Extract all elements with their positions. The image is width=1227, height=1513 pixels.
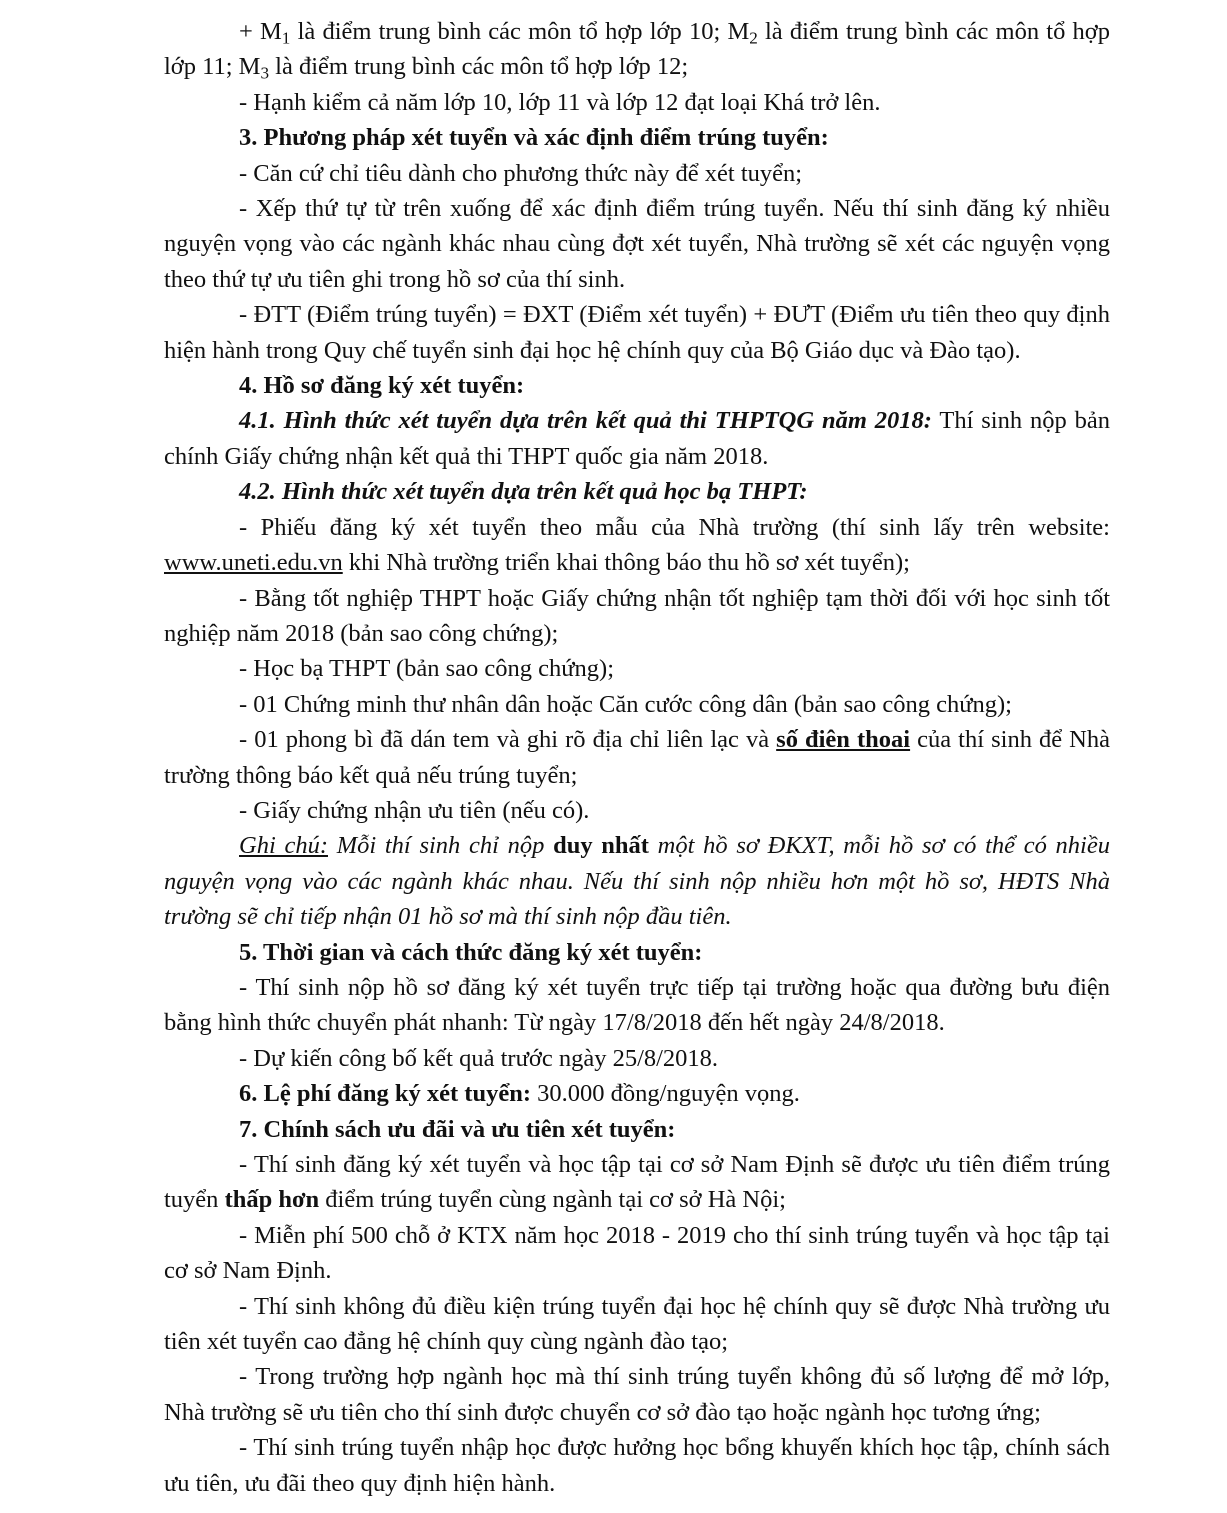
combination-average-paragraph	[164, 14, 1110, 85]
section-5-heading: 5. Thời gian và cách thức đăng ký xét tuyển:	[239, 938, 703, 966]
subsection-4-2-heading	[164, 474, 1110, 509]
subscript: 2	[749, 28, 758, 48]
document-item: - Học bạ THPT (bản sao công chứng);	[239, 655, 615, 683]
section-3-item: - ĐTT (Điểm trúng tuyển) = ĐXT (Điểm xét tuyển) + ĐƯT (Điểm ưu tiên theo quy định hiện hành trong Quy chế tuyển sinh đại học hệ chính quy của Bộ Giáo dục và Đào tạo).	[164, 301, 1110, 364]
section-6-paragraph	[164, 1076, 1110, 1111]
text-segment: + M	[239, 18, 282, 45]
text-segment: - 01 phong bì đã dán tem và ghi rõ địa chỉ liên lạc và	[239, 726, 777, 754]
note-label: Ghi chú:	[239, 832, 328, 860]
subsection-4-1-paragraph	[164, 403, 1110, 474]
text-segment: điểm trúng tuyển cùng ngành tại cơ sở Hà Nội;	[319, 1186, 786, 1214]
document-item	[164, 722, 1110, 793]
section-7-item: - Miễn phí 500 chỗ ở KTX năm học 2018 - 2019 cho thí sinh trúng tuyển và học tập tại cơ sở Nam Định.	[164, 1221, 1110, 1285]
emphasis: số điên thoai	[776, 726, 911, 754]
text-segment: khi Nhà trường triển khai thông báo thu hồ sơ xét tuyển);	[342, 549, 910, 577]
section-5-item: - Dự kiến công bố kết quả trước ngày 25/8/2018.	[239, 1044, 719, 1072]
document-item: - Bằng tốt nghiệp THPT hoặc Giấy chứng nhận tốt nghiệp tạm thời đối với học sinh tốt nghiệp năm 2018 (bản sao công chứng);	[164, 584, 1110, 647]
subsection-4-1-heading: 4.1. Hình thức xét tuyển dựa trên kết quả thi THPTQG năm 2018:	[239, 407, 932, 435]
text-segment: - Phiếu đăng ký xét tuyển theo mẫu của Nhà trường (thí sinh lấy trên website:	[239, 513, 1110, 541]
text-segment: một hồ sơ ĐKXT, mỗi hồ sơ có thể có nhiều nguyện vọng vào các ngành khác nhau. Nếu thí sinh nộp nhiều hơn một hồ sơ, HĐTS Nhà trường sẽ chỉ tiếp nhận 01 hồ sơ mà thí sinh nộp đầu tiên.	[164, 832, 1110, 931]
conduct-paragraph: - Hạnh kiểm cả năm lớp 10, lớp 11 và lớp 12 đạt loại Khá trở lên.	[239, 88, 881, 116]
note-paragraph	[164, 828, 1110, 934]
section-7-item: - Thí sinh không đủ điều kiện trúng tuyển đại học hệ chính quy sẽ được Nhà trường ưu tiên xét tuyển cao đẳng hệ chính quy cùng ngành đào tạo;	[164, 1292, 1110, 1356]
section-7-heading: 7. Chính sách ưu đãi và ưu tiên xét tuyển:	[239, 1115, 676, 1143]
document-item: - 01 Chứng minh thư nhân dân hoặc Căn cước công dân (bản sao công chứng);	[239, 690, 1012, 718]
text-segment: là điểm trung bình các môn tổ hợp lớp 10; M	[290, 18, 750, 45]
emphasis: duy nhất	[553, 832, 649, 860]
section-3-heading: 3. Phương pháp xét tuyển và xác định điểm trúng tuyển:	[239, 124, 829, 152]
text-segment: Mỗi thí sinh chỉ nộp	[328, 832, 554, 860]
document-page	[164, 14, 1110, 1501]
document-item: - Giấy chứng nhận ưu tiên (nếu có).	[239, 796, 590, 824]
text-segment: 30.000 đồng/nguyện vọng.	[531, 1080, 800, 1108]
text-segment: - Thí sinh đăng ký xét tuyển và học tập tại cơ sở Nam Định sẽ được ưu tiên điểm trúng tuyển	[164, 1151, 1110, 1214]
document-item	[164, 510, 1110, 581]
section-4-heading: 4. Hồ sơ đăng ký xét tuyển:	[239, 372, 525, 400]
section-3-item: - Xếp thứ tự từ trên xuống để xác định điểm trúng tuyển. Nếu thí sinh đăng ký nhiều nguyện vọng vào các ngành khác nhau cùng đợt xét tuyển, Nhà trường sẽ xét các nguyện vọng theo thứ tự ưu tiên ghi trong hồ sơ của thí sinh.	[164, 195, 1110, 293]
website-link[interactable]: www.uneti.edu.vn	[164, 549, 343, 577]
text-segment: 4.2. Hình thức xét tuyển dựa trên kết quả học bạ THPT:	[239, 478, 808, 506]
section-7-item: - Thí sinh trúng tuyển nhập học được hưởng học bổng khuyến khích học tập, chính sách ưu tiên, ưu đãi theo quy định hiện hành.	[164, 1434, 1110, 1497]
section-7-item: - Trong trường hợp ngành học mà thí sinh trúng tuyển không đủ số lượng để mở lớp, Nhà trường sẽ ưu tiên cho thí sinh được chuyển cơ sở đào tạo hoặc ngành học tương ứng;	[164, 1363, 1110, 1426]
subscript: 1	[281, 28, 291, 48]
subscript: 3	[260, 63, 270, 83]
emphasis: thấp hơn	[224, 1186, 320, 1214]
section-5-item: - Thí sinh nộp hồ sơ đăng ký xét tuyển trực tiếp tại trường hoặc qua đường bưu điện bằng hình thức chuyển phát nhanh: Từ ngày 17/8/2018 đến hết ngày 24/8/2018.	[164, 973, 1110, 1037]
text-segment: là điểm trung bình các môn tổ hợp lớp 12;	[269, 53, 689, 81]
text-segment: của thí sinh để Nhà trường thông báo kết quả nếu trúng tuyển;	[164, 726, 1110, 789]
section-3-item: - Căn cứ chỉ tiêu dành cho phương thức này để xét tuyển;	[239, 159, 803, 187]
section-7-item	[164, 1147, 1110, 1218]
text-segment: Thí sinh nộp bản chính Giấy chứng nhận kết quả thi THPT quốc gia năm 2018.	[164, 407, 1110, 470]
section-6-heading: 6. Lệ phí đăng ký xét tuyển:	[239, 1080, 532, 1108]
text-segment: là điểm trung bình các môn tổ hợp lớp 11; M	[164, 18, 1110, 81]
